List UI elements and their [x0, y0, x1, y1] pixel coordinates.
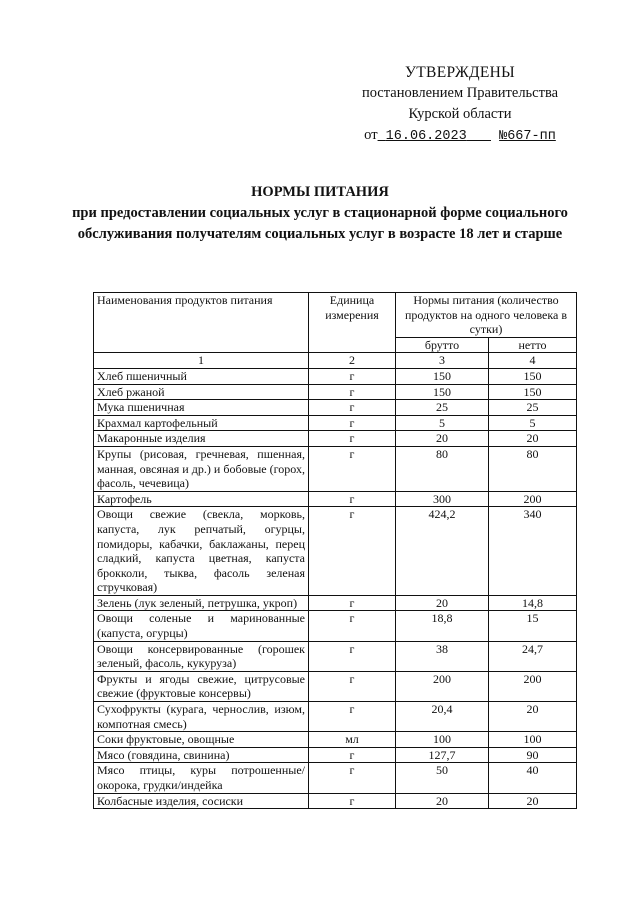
column-number: 2 — [309, 353, 396, 369]
unit-cell: г — [309, 671, 396, 701]
unit-cell: г — [309, 491, 396, 507]
gross-cell: 38 — [396, 641, 489, 671]
unit-cell: г — [309, 641, 396, 671]
column-number: 3 — [396, 353, 489, 369]
product-name-cell: Овощи свежие (свекла, морковь, капуста, лук репчатый, огурцы, помидоры, кабачки, баклажаны, перец сладкий, капуста цветная, капуста брокколи, тыква, фасоль зеленая стручковая) — [94, 507, 309, 596]
product-name-cell: Макаронные изделия — [94, 431, 309, 447]
product-name-cell: Мясо птицы, куры потрошенные/окорока, грудки/индейка — [94, 763, 309, 793]
gross-cell: 20,4 — [396, 702, 489, 732]
net-cell: 90 — [489, 747, 577, 763]
document-title — [70, 182, 570, 245]
table-row — [94, 595, 577, 611]
unit-cell: мл — [309, 732, 396, 748]
unit-cell: г — [309, 793, 396, 809]
net-cell: 200 — [489, 491, 577, 507]
table-row — [94, 384, 577, 400]
unit-cell: г — [309, 747, 396, 763]
table-row — [94, 732, 577, 748]
product-name-cell: Колбасные изделия, сосиски — [94, 793, 309, 809]
table-body — [94, 368, 577, 808]
product-name-cell: Зелень (лук зеленый, петрушка, укроп) — [94, 595, 309, 611]
table-row — [94, 446, 577, 491]
header-row — [94, 293, 577, 338]
table-row — [94, 611, 577, 641]
gross-cell: 18,8 — [396, 611, 489, 641]
gross-cell: 25 — [396, 400, 489, 416]
gross-cell: 5 — [396, 415, 489, 431]
unit-cell: г — [309, 384, 396, 400]
nutrition-norms-table — [93, 292, 577, 809]
table-row — [94, 763, 577, 793]
net-cell: 20 — [489, 431, 577, 447]
unit-cell: г — [309, 763, 396, 793]
net-cell: 150 — [489, 368, 577, 384]
gross-cell: 20 — [396, 595, 489, 611]
unit-cell: г — [309, 507, 396, 596]
table-row — [94, 400, 577, 416]
column-number: 1 — [94, 353, 309, 369]
product-name-cell: Фрукты и ягоды свежие, цитрусовые свежие (фруктовые консервы) — [94, 671, 309, 701]
header-gross: брутто — [396, 337, 489, 353]
approval-line-1: постановлением Правительства — [361, 85, 559, 101]
product-name-cell: Хлеб пшеничный — [94, 368, 309, 384]
table-row — [94, 641, 577, 671]
approval-number: №667-пп — [499, 129, 556, 144]
approval-heading: УТВЕРЖДЕНЫ — [405, 64, 515, 81]
header-product: Наименования продуктов питания — [94, 293, 309, 353]
table-row — [94, 507, 577, 596]
product-name-cell: Хлеб ржаной — [94, 384, 309, 400]
net-cell: 20 — [489, 702, 577, 732]
gross-cell: 127,7 — [396, 747, 489, 763]
product-name-cell: Картофель — [94, 491, 309, 507]
approval-from-label: от — [364, 127, 378, 143]
table-row — [94, 671, 577, 701]
gross-cell: 100 — [396, 732, 489, 748]
column-number: 4 — [489, 353, 577, 369]
approval-date: 16.06.2023 — [385, 129, 467, 144]
header-norms: Нормы питания (количество продуктов на одного человека в сутки) — [396, 293, 577, 338]
net-cell: 14,8 — [489, 595, 577, 611]
gross-cell: 20 — [396, 793, 489, 809]
gross-cell: 50 — [396, 763, 489, 793]
product-name-cell: Мука пшеничная — [94, 400, 309, 416]
net-cell: 80 — [489, 446, 577, 491]
table-row — [94, 368, 577, 384]
unit-cell: г — [309, 446, 396, 491]
unit-cell: г — [309, 415, 396, 431]
net-cell: 5 — [489, 415, 577, 431]
approval-block — [340, 62, 580, 147]
gross-cell: 200 — [396, 671, 489, 701]
unit-cell: г — [309, 702, 396, 732]
gross-cell: 80 — [396, 446, 489, 491]
net-cell: 25 — [489, 400, 577, 416]
title-subtitle: при предоставлении социальных услуг в стационарной форме социального обслуживания получателям социальных услуг в возрасте 18 лет и старше — [72, 205, 568, 242]
net-cell: 40 — [489, 763, 577, 793]
unit-cell: г — [309, 431, 396, 447]
net-cell: 100 — [489, 732, 577, 748]
table-row — [94, 793, 577, 809]
table-row — [94, 431, 577, 447]
gross-cell: 150 — [396, 368, 489, 384]
approval-line-2: Курской области — [408, 106, 512, 122]
net-cell: 24,7 — [489, 641, 577, 671]
title-main: НОРМЫ ПИТАНИЯ — [251, 184, 389, 200]
product-name-cell: Овощи соленые и маринованные (капуста, огурцы) — [94, 611, 309, 641]
product-name-cell: Крахмал картофельный — [94, 415, 309, 431]
unit-cell: г — [309, 595, 396, 611]
unit-cell: г — [309, 400, 396, 416]
product-name-cell: Крупы (рисовая, гречневая, пшенная, манная, овсяная и др.) и бобовые (горох, фасоль, чечевица) — [94, 446, 309, 491]
table-row — [94, 415, 577, 431]
table-row — [94, 702, 577, 732]
unit-cell: г — [309, 368, 396, 384]
header-net: нетто — [489, 337, 577, 353]
gross-cell: 20 — [396, 431, 489, 447]
product-name-cell: Мясо (говядина, свинина) — [94, 747, 309, 763]
product-name-cell: Сухофрукты (курага, чернослив, изюм, компотная смесь) — [94, 702, 309, 732]
product-name-cell: Овощи консервированные (горошек зеленый, фасоль, кукуруза) — [94, 641, 309, 671]
gross-cell: 424,2 — [396, 507, 489, 596]
approval-date-line — [340, 125, 580, 147]
column-number-row — [94, 353, 577, 369]
product-name-cell: Соки фруктовые, овощные — [94, 732, 309, 748]
header-unit: Единица измерения — [309, 293, 396, 353]
net-cell: 200 — [489, 671, 577, 701]
gross-cell: 150 — [396, 384, 489, 400]
gross-cell: 300 — [396, 491, 489, 507]
net-cell: 150 — [489, 384, 577, 400]
table-row — [94, 491, 577, 507]
net-cell: 15 — [489, 611, 577, 641]
unit-cell: г — [309, 611, 396, 641]
table-row — [94, 747, 577, 763]
net-cell: 20 — [489, 793, 577, 809]
net-cell: 340 — [489, 507, 577, 596]
